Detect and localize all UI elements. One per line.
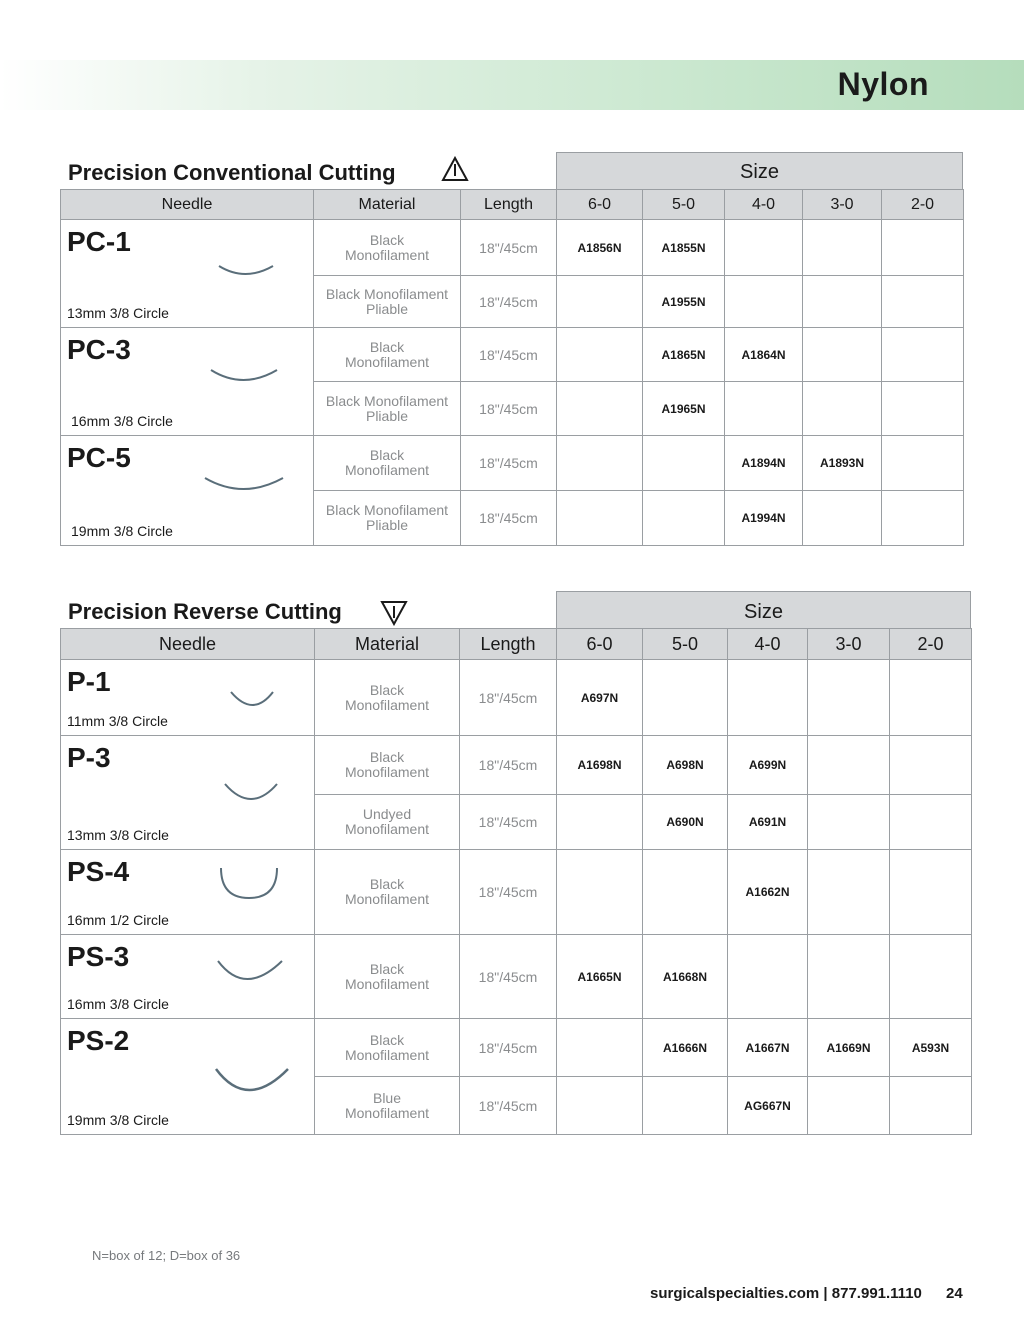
column-header-size-5-0: 5-0 bbox=[643, 629, 728, 660]
material-cell: Black Monofilament bbox=[314, 328, 461, 382]
column-header-size-2-0: 2-0 bbox=[882, 190, 964, 220]
column-header-material: Material bbox=[314, 190, 461, 220]
length-cell: 18"/45cm bbox=[460, 660, 557, 736]
page-title: Nylon bbox=[837, 66, 929, 102]
needle-name: P-1 bbox=[67, 666, 111, 697]
code-cell bbox=[803, 220, 882, 276]
code-cell bbox=[557, 1019, 643, 1077]
material-cell: Black Monofilament Pliable bbox=[314, 276, 461, 328]
code-cell: A697N bbox=[557, 660, 643, 736]
code-cell: A691N bbox=[728, 795, 808, 850]
size-header: Size bbox=[556, 152, 963, 190]
size-header: Size bbox=[556, 591, 971, 629]
code-cell: A1855N bbox=[643, 220, 725, 276]
needle-cell bbox=[61, 436, 314, 546]
code-cell bbox=[643, 660, 728, 736]
material-cell: Black Monofilament Pliable bbox=[314, 491, 461, 546]
column-header-material: Material bbox=[315, 629, 460, 660]
section-title: Precision Reverse Cutting bbox=[68, 599, 342, 624]
table-row bbox=[61, 436, 964, 491]
length-cell: 18"/45cm bbox=[460, 736, 557, 795]
needle-name: PC-3 bbox=[67, 334, 131, 365]
code-cell: A1667N bbox=[728, 1019, 808, 1077]
needle-curve-icon bbox=[217, 864, 281, 900]
column-header-size-3-0: 3-0 bbox=[808, 629, 890, 660]
code-cell bbox=[803, 276, 882, 328]
code-cell bbox=[557, 328, 643, 382]
length-cell: 18"/45cm bbox=[461, 276, 557, 328]
code-cell: A1698N bbox=[557, 736, 643, 795]
table-row bbox=[61, 850, 972, 935]
code-cell bbox=[890, 1077, 972, 1135]
code-cell: A1894N bbox=[725, 436, 803, 491]
needle-description: 16mm 3/8 Circle bbox=[67, 996, 169, 1012]
code-cell bbox=[808, 736, 890, 795]
needle-name: PS-2 bbox=[67, 1025, 130, 1056]
material-cell: Black Monofilament Pliable bbox=[314, 382, 461, 436]
needle-name: PS-4 bbox=[67, 856, 130, 887]
needle-cell bbox=[61, 935, 315, 1019]
code-cell bbox=[882, 220, 964, 276]
material-cell: Undyed Monofilament bbox=[315, 795, 460, 850]
needle-cell bbox=[61, 220, 314, 328]
table-row bbox=[61, 328, 964, 382]
material-cell: Black Monofilament bbox=[315, 660, 460, 736]
code-cell bbox=[557, 491, 643, 546]
needle-description: 11mm 3/8 Circle bbox=[67, 713, 168, 729]
length-cell: 18"/45cm bbox=[461, 382, 557, 436]
code-cell bbox=[890, 935, 972, 1019]
length-cell: 18"/45cm bbox=[460, 850, 557, 935]
code-cell bbox=[890, 736, 972, 795]
code-cell bbox=[890, 660, 972, 736]
column-header-size-5-0: 5-0 bbox=[643, 190, 725, 220]
code-cell: A698N bbox=[643, 736, 728, 795]
code-cell bbox=[808, 795, 890, 850]
code-cell bbox=[728, 935, 808, 1019]
code-cell: A1856N bbox=[557, 220, 643, 276]
column-header-size-4-0: 4-0 bbox=[728, 629, 808, 660]
needle-curve-icon bbox=[217, 262, 277, 282]
needle-description: 16mm 1/2 Circle bbox=[67, 912, 169, 928]
needle-description: 13mm 3/8 Circle bbox=[67, 827, 169, 843]
code-cell bbox=[557, 436, 643, 491]
needle-cell bbox=[61, 660, 315, 736]
code-cell bbox=[882, 436, 964, 491]
code-cell bbox=[882, 382, 964, 436]
column-header-needle: Needle bbox=[61, 190, 314, 220]
needle-cell bbox=[61, 328, 314, 436]
code-cell: A1955N bbox=[643, 276, 725, 328]
needle-curve-icon bbox=[215, 957, 285, 987]
code-cell bbox=[882, 328, 964, 382]
page-number: 24 bbox=[946, 1285, 963, 1302]
needle-name: P-3 bbox=[67, 742, 111, 773]
needle-curve-icon bbox=[213, 1065, 291, 1097]
code-cell bbox=[725, 276, 803, 328]
material-cell: Black Monofilament bbox=[315, 736, 460, 795]
code-cell bbox=[803, 328, 882, 382]
code-cell: A1666N bbox=[643, 1019, 728, 1077]
code-cell: A1865N bbox=[643, 328, 725, 382]
material-cell: Blue Monofilament bbox=[315, 1077, 460, 1135]
code-cell bbox=[882, 491, 964, 546]
section-title: Precision Conventional Cutting bbox=[68, 160, 396, 185]
material-cell: Black Monofilament bbox=[315, 850, 460, 935]
code-cell: A1893N bbox=[803, 436, 882, 491]
needle-cell bbox=[61, 736, 315, 850]
needle-description: 19mm 3/8 Circle bbox=[67, 1112, 169, 1128]
code-cell: A1994N bbox=[725, 491, 803, 546]
code-cell: A1668N bbox=[643, 935, 728, 1019]
code-cell: A1965N bbox=[643, 382, 725, 436]
code-cell bbox=[803, 491, 882, 546]
code-cell bbox=[728, 660, 808, 736]
code-cell: A1665N bbox=[557, 935, 643, 1019]
conventional-cutting-triangle-icon bbox=[441, 156, 469, 182]
column-header-length: Length bbox=[461, 190, 557, 220]
needle-cell bbox=[61, 1019, 315, 1135]
column-header-size-4-0: 4-0 bbox=[725, 190, 803, 220]
needle-description: 13mm 3/8 Circle bbox=[67, 305, 169, 321]
code-cell bbox=[557, 1077, 643, 1135]
code-cell bbox=[803, 382, 882, 436]
column-header-size-2-0: 2-0 bbox=[890, 629, 972, 660]
code-cell: A699N bbox=[728, 736, 808, 795]
needle-name: PC-5 bbox=[67, 442, 131, 473]
length-cell: 18"/45cm bbox=[460, 935, 557, 1019]
code-cell bbox=[890, 795, 972, 850]
code-cell: A1864N bbox=[725, 328, 803, 382]
column-header-size-6-0: 6-0 bbox=[557, 629, 643, 660]
code-cell: A593N bbox=[890, 1019, 972, 1077]
code-cell bbox=[557, 850, 643, 935]
table-row bbox=[61, 1019, 972, 1077]
needle-description: 16mm 3/8 Circle bbox=[71, 413, 173, 429]
table-row bbox=[61, 935, 972, 1019]
code-cell: A1669N bbox=[808, 1019, 890, 1077]
code-cell bbox=[643, 491, 725, 546]
table-row bbox=[61, 220, 964, 276]
code-cell bbox=[643, 850, 728, 935]
code-cell: A1662N bbox=[728, 850, 808, 935]
code-cell bbox=[643, 1077, 728, 1135]
length-cell: 18"/45cm bbox=[461, 328, 557, 382]
length-cell: 18"/45cm bbox=[461, 436, 557, 491]
code-cell bbox=[808, 660, 890, 736]
code-cell bbox=[725, 220, 803, 276]
material-cell: Black Monofilament bbox=[315, 935, 460, 1019]
code-cell bbox=[725, 382, 803, 436]
length-cell: 18"/45cm bbox=[460, 1019, 557, 1077]
column-header-length: Length bbox=[460, 629, 557, 660]
product-table-reverse bbox=[60, 628, 972, 1135]
needle-cell bbox=[61, 850, 315, 935]
reverse-cutting-triangle-icon bbox=[380, 600, 408, 626]
code-cell bbox=[808, 1077, 890, 1135]
column-header-size-3-0: 3-0 bbox=[803, 190, 882, 220]
needle-name: PS-3 bbox=[67, 941, 130, 972]
code-cell bbox=[557, 382, 643, 436]
table-row bbox=[61, 660, 972, 736]
material-cell: Black Monofilament bbox=[314, 220, 461, 276]
code-cell bbox=[557, 276, 643, 328]
code-cell bbox=[808, 935, 890, 1019]
needle-curve-icon bbox=[223, 780, 281, 806]
length-cell: 18"/45cm bbox=[461, 491, 557, 546]
footer-contact: surgicalspecialties.com | 877.991.1110 bbox=[650, 1285, 922, 1302]
footnote: N=box of 12; D=box of 36 bbox=[92, 1248, 241, 1263]
needle-curve-icon bbox=[209, 366, 281, 388]
column-header-size-6-0: 6-0 bbox=[557, 190, 643, 220]
needle-curve-icon bbox=[203, 474, 287, 496]
column-header-needle: Needle bbox=[61, 629, 315, 660]
code-cell bbox=[890, 850, 972, 935]
code-cell bbox=[808, 850, 890, 935]
needle-description: 19mm 3/8 Circle bbox=[71, 523, 173, 539]
table-row bbox=[61, 736, 972, 795]
needle-curve-icon bbox=[229, 688, 277, 712]
length-cell: 18"/45cm bbox=[460, 1077, 557, 1135]
code-cell bbox=[557, 795, 643, 850]
code-cell bbox=[882, 276, 964, 328]
length-cell: 18"/45cm bbox=[460, 795, 557, 850]
material-cell: Black Monofilament bbox=[314, 436, 461, 491]
code-cell: AG667N bbox=[728, 1077, 808, 1135]
material-cell: Black Monofilament bbox=[315, 1019, 460, 1077]
needle-name: PC-1 bbox=[67, 226, 131, 257]
code-cell: A690N bbox=[643, 795, 728, 850]
code-cell bbox=[643, 436, 725, 491]
product-table-conventional bbox=[60, 189, 964, 546]
length-cell: 18"/45cm bbox=[461, 220, 557, 276]
